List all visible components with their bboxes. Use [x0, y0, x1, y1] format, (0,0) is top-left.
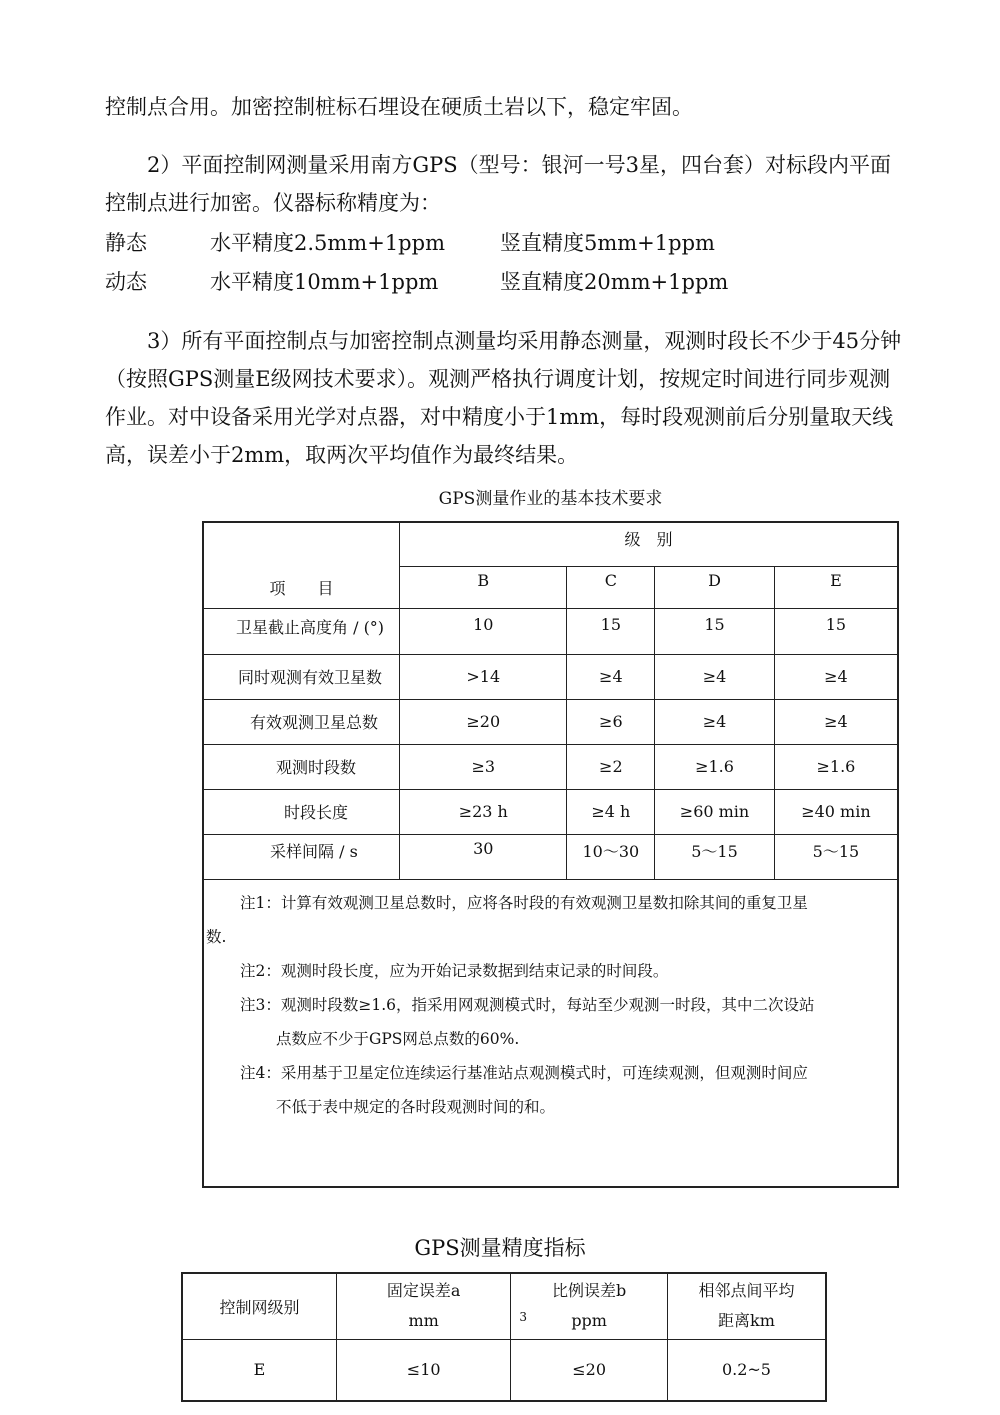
ratio-error-label: 比例误差b: [552, 1281, 627, 1301]
note-3-continued: 点数应不少于GPS网总点数的60%.: [276, 1029, 520, 1048]
cell: ≥4: [774, 699, 898, 744]
item-header: 项 目: [203, 522, 400, 608]
note-1: 注1：计算有效观测卫星总数时，应将各时段的有效观测卫星数扣除其间的重复卫星: [240, 893, 808, 912]
level-cell: E: [182, 1339, 336, 1401]
grade-c: C: [567, 566, 655, 608]
cell: 10: [400, 608, 567, 654]
table-row: [203, 744, 898, 789]
cell: ≥4: [567, 654, 655, 699]
ratio-cell: ≤20: [511, 1339, 668, 1401]
cell: ≥20: [400, 699, 567, 744]
precision-mode: 动态: [105, 270, 147, 294]
grade-d: D: [655, 566, 775, 608]
ratio-superscript: 3: [519, 1310, 528, 1324]
cell: 15: [655, 608, 775, 654]
distance-header: [667, 1273, 826, 1339]
cell: ≥1.6: [774, 744, 898, 789]
grade-e: E: [774, 566, 898, 608]
fixed-error-header: [336, 1273, 510, 1339]
fixed-error-label: 固定误差a: [386, 1281, 461, 1301]
table-row: [203, 654, 898, 699]
table-row: [203, 699, 898, 744]
cell: 5～15: [655, 834, 775, 879]
precision-mode: 静态: [105, 231, 147, 255]
table-row: [203, 789, 898, 834]
distance-unit: 距离km: [718, 1311, 775, 1331]
table2-caption: GPS测量精度指标: [414, 1236, 586, 1260]
table-row: [203, 608, 898, 654]
grade-b: B: [400, 566, 567, 608]
precision-horizontal: 水平精度10mm+1ppm: [210, 270, 439, 294]
cell: ≥6: [567, 699, 655, 744]
precision-vertical: 竖直精度5mm+1ppm: [500, 231, 715, 255]
table-notes: [203, 879, 898, 1187]
paragraph-static-survey: 3）所有平面控制点与加密控制点测量均采用静态测量，观测时段长不少于45分钟（按照GPS测量E级网技术要求）。观测严格执行调度计划，按规定时间进行同步观测作业。对中设备采用光学对点器，对中精度小于1mm，每时段观测前后分别量取天线高，误差小于2mm，取两次平均值作为最终结果。: [105, 329, 902, 467]
paragraph-continuation: 控制点合用。加密控制桩标石埋设在硬质土岩以下，稳定牢固。: [105, 95, 693, 119]
precision-row-static: [105, 224, 905, 262]
table1-caption: GPS测量作业的基本技术要求: [438, 489, 663, 509]
precision-horizontal: 水平精度2.5mm+1ppm: [210, 231, 445, 255]
cell: ≥4: [774, 654, 898, 699]
gps-technical-requirements-table: [202, 521, 899, 1188]
paragraph-gps-equipment: 2）平面控制网测量采用南方GPS（型号：银河一号3星，四台套）对标段内平面控制点进行加密。仪器标称精度为：: [105, 153, 892, 215]
table-row: [182, 1339, 826, 1401]
cell: ≥1.6: [655, 744, 775, 789]
precision-vertical: 竖直精度20mm+1ppm: [500, 270, 729, 294]
note-4-continued: 不低于表中规定的各时段观测时间的和。: [276, 1097, 556, 1116]
precision-row-dynamic: [105, 263, 905, 301]
cell: ≥60 min: [655, 789, 775, 834]
cell: 10～30: [567, 834, 655, 879]
row-item: 卫星截止高度角 / (°): [203, 608, 400, 654]
cell: 30: [400, 834, 567, 879]
table-row: [203, 834, 898, 879]
cell: ≥4: [655, 654, 775, 699]
note-2: 注2：观测时段长度，应为开始记录数据到结束记录的时间段。: [240, 961, 669, 980]
distance-cell: 0.2~5: [667, 1339, 826, 1401]
cell: 5～15: [774, 834, 898, 879]
note-1-continued: 数.: [206, 927, 227, 946]
grade-header: 级 别: [400, 522, 898, 566]
level-header: 控制网级别: [182, 1273, 336, 1339]
cell: ≥23 h: [400, 789, 567, 834]
fixed-error-unit: mm: [408, 1311, 439, 1331]
row-item: 同时观测有效卫星数: [203, 654, 400, 699]
row-item: 采样间隔 / s: [203, 834, 400, 879]
cell: 15: [774, 608, 898, 654]
distance-label: 相邻点间平均: [698, 1281, 795, 1301]
cell: ≥4: [655, 699, 775, 744]
cell: ≥3: [400, 744, 567, 789]
cell: ≥2: [567, 744, 655, 789]
ratio-error-unit: ppm: [571, 1311, 607, 1331]
ratio-error-header: [511, 1273, 668, 1339]
fixed-cell: ≤10: [336, 1339, 510, 1401]
note-3: 注3：观测时段数≥1.6，指采用网观测模式时，每站至少观测一时段，其中二次设站: [240, 995, 815, 1014]
gps-precision-table: [181, 1272, 827, 1402]
row-item: 时段长度: [203, 789, 400, 834]
cell: >14: [400, 654, 567, 699]
note-4: 注4：采用基于卫星定位连续运行基准站点观测模式时，可连续观测，但观测时间应: [240, 1063, 808, 1082]
row-item: 观测时段数: [203, 744, 400, 789]
cell: 15: [567, 608, 655, 654]
row-item: 有效观测卫星总数: [203, 699, 400, 744]
cell: ≥4 h: [567, 789, 655, 834]
cell: ≥40 min: [774, 789, 898, 834]
